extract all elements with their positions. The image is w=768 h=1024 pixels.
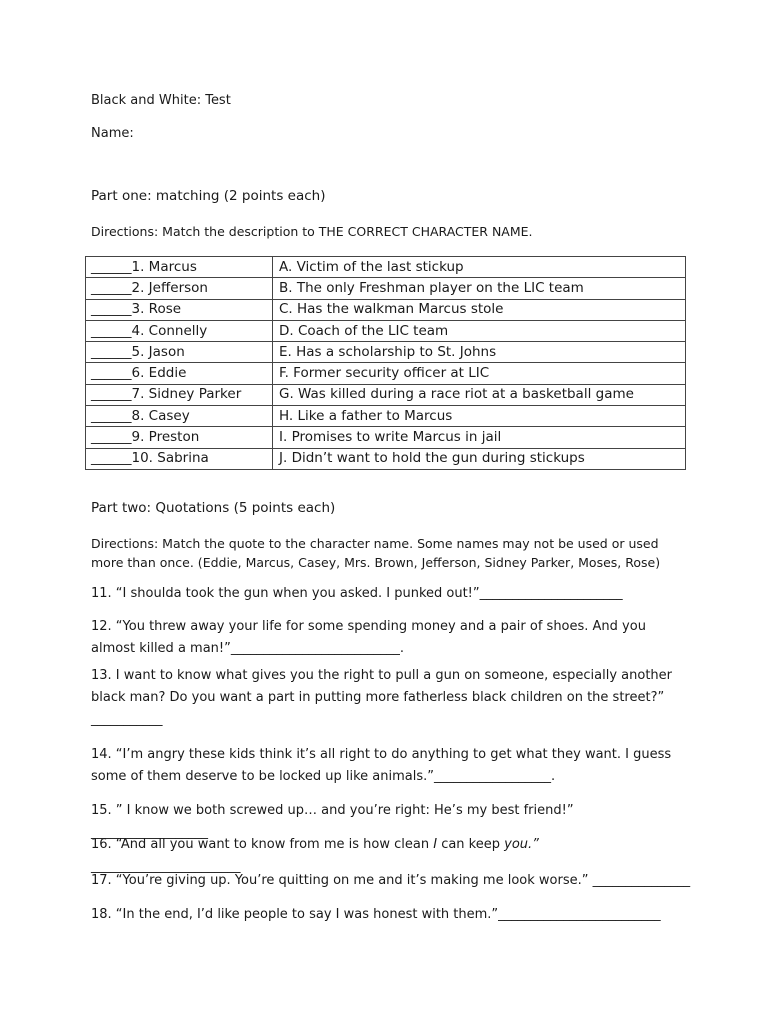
description-cell: C. Has the walkman Marcus stole: [273, 299, 686, 320]
description-cell: I. Promises to write Marcus in jail: [273, 427, 686, 448]
quote-11: 11. “I shoulda took the gun when you asked. I punked out!”______________________: [91, 586, 623, 601]
table-row: [86, 406, 686, 427]
description-cell: E. Has a scholarship to St. Johns: [273, 342, 686, 363]
part-one-heading: Part one: matching (2 points each): [91, 188, 326, 204]
character-name-cell: ______8. Casey: [86, 406, 273, 427]
quote-13-answer-blank: ___________: [91, 712, 163, 727]
character-name-cell: ______1. Marcus: [86, 257, 273, 278]
part-one-directions: Directions: Match the description to THE CORRECT CHARACTER NAME.: [91, 224, 533, 239]
description-cell: D. Coach of the LIC team: [273, 320, 686, 341]
quote-14: 14. “I’m angry these kids think it’s all right to do anything to get what they want. I guess some of them deserve to be locked up like animals.”__________________.: [91, 747, 672, 784]
description-cell: H. Like a father to Marcus: [273, 406, 686, 427]
quote-16-answer-blank: _______________________: [91, 859, 241, 874]
description-cell: F. Former security officer at LIC: [273, 363, 686, 384]
table-row: [86, 342, 686, 363]
matching-table: [85, 256, 686, 470]
character-name-cell: ______4. Connelly: [86, 320, 273, 341]
description-cell: B. The only Freshman player on the LIC team: [273, 278, 686, 299]
quote-18: 18. “In the end, I’d like people to say I was honest with them.”_________________________: [91, 907, 661, 922]
part-two-directions: Directions: Match the quote to the character name. Some names may not be used or used more than once. (Eddie, Marcus, Casey, Mrs. Brown, Jefferson, Sidney Parker, Moses, Rose): [91, 536, 661, 570]
character-name-cell: ______3. Rose: [86, 299, 273, 320]
table-row: [86, 363, 686, 384]
quote-17: 17. “You’re giving up. You’re quitting on me and it’s making me look worse.” _______________: [91, 873, 691, 888]
table-row: [86, 384, 686, 405]
character-name-cell: ______10. Sabrina: [86, 448, 273, 469]
character-name-cell: ______6. Eddie: [86, 363, 273, 384]
test-title: Black and White: Test: [91, 93, 231, 108]
quote-13-line-2: black man? Do you want a part in putting more fatherless black children on the street?”: [91, 690, 665, 705]
character-name-cell: ______7. Sidney Parker: [86, 384, 273, 405]
table-row: [86, 448, 686, 469]
character-name-cell: ______9. Preston: [86, 427, 273, 448]
quote-16-text-a: 16. “And all you want to know from me is how clean: [91, 837, 434, 852]
character-name-cell: ______5. Jason: [86, 342, 273, 363]
table-row: [86, 278, 686, 299]
description-cell: A. Victim of the last stickup: [273, 257, 686, 278]
part-two-heading: Part two: Quotations (5 points each): [91, 500, 336, 516]
description-cell: J. Didn’t want to hold the gun during stickups: [273, 448, 686, 469]
quote-13: [91, 665, 691, 731]
quote-16-italic-i: I: [433, 837, 438, 852]
table-row: [86, 320, 686, 341]
table-row: [86, 299, 686, 320]
quote-16-italic-you: you.”: [504, 837, 539, 852]
name-label: Name:: [91, 126, 134, 141]
description-cell: G. Was killed during a race riot at a basketball game: [273, 384, 686, 405]
quote-12: 12. “You threw away your life for some spending money and a pair of shoes. And you almost killed a man!”__________________________.: [91, 619, 646, 656]
quote-15: 15. ” I know we both screwed up… and you’re right: He’s my best friend!” __________________: [91, 803, 574, 840]
table-row: [86, 427, 686, 448]
character-name-cell: ______2. Jefferson: [86, 278, 273, 299]
table-row: [86, 257, 686, 278]
quote-16-text-b: can keep: [437, 837, 505, 852]
quote-13-line-1: 13. I want to know what gives you the right to pull a gun on someone, especially another: [91, 668, 672, 683]
